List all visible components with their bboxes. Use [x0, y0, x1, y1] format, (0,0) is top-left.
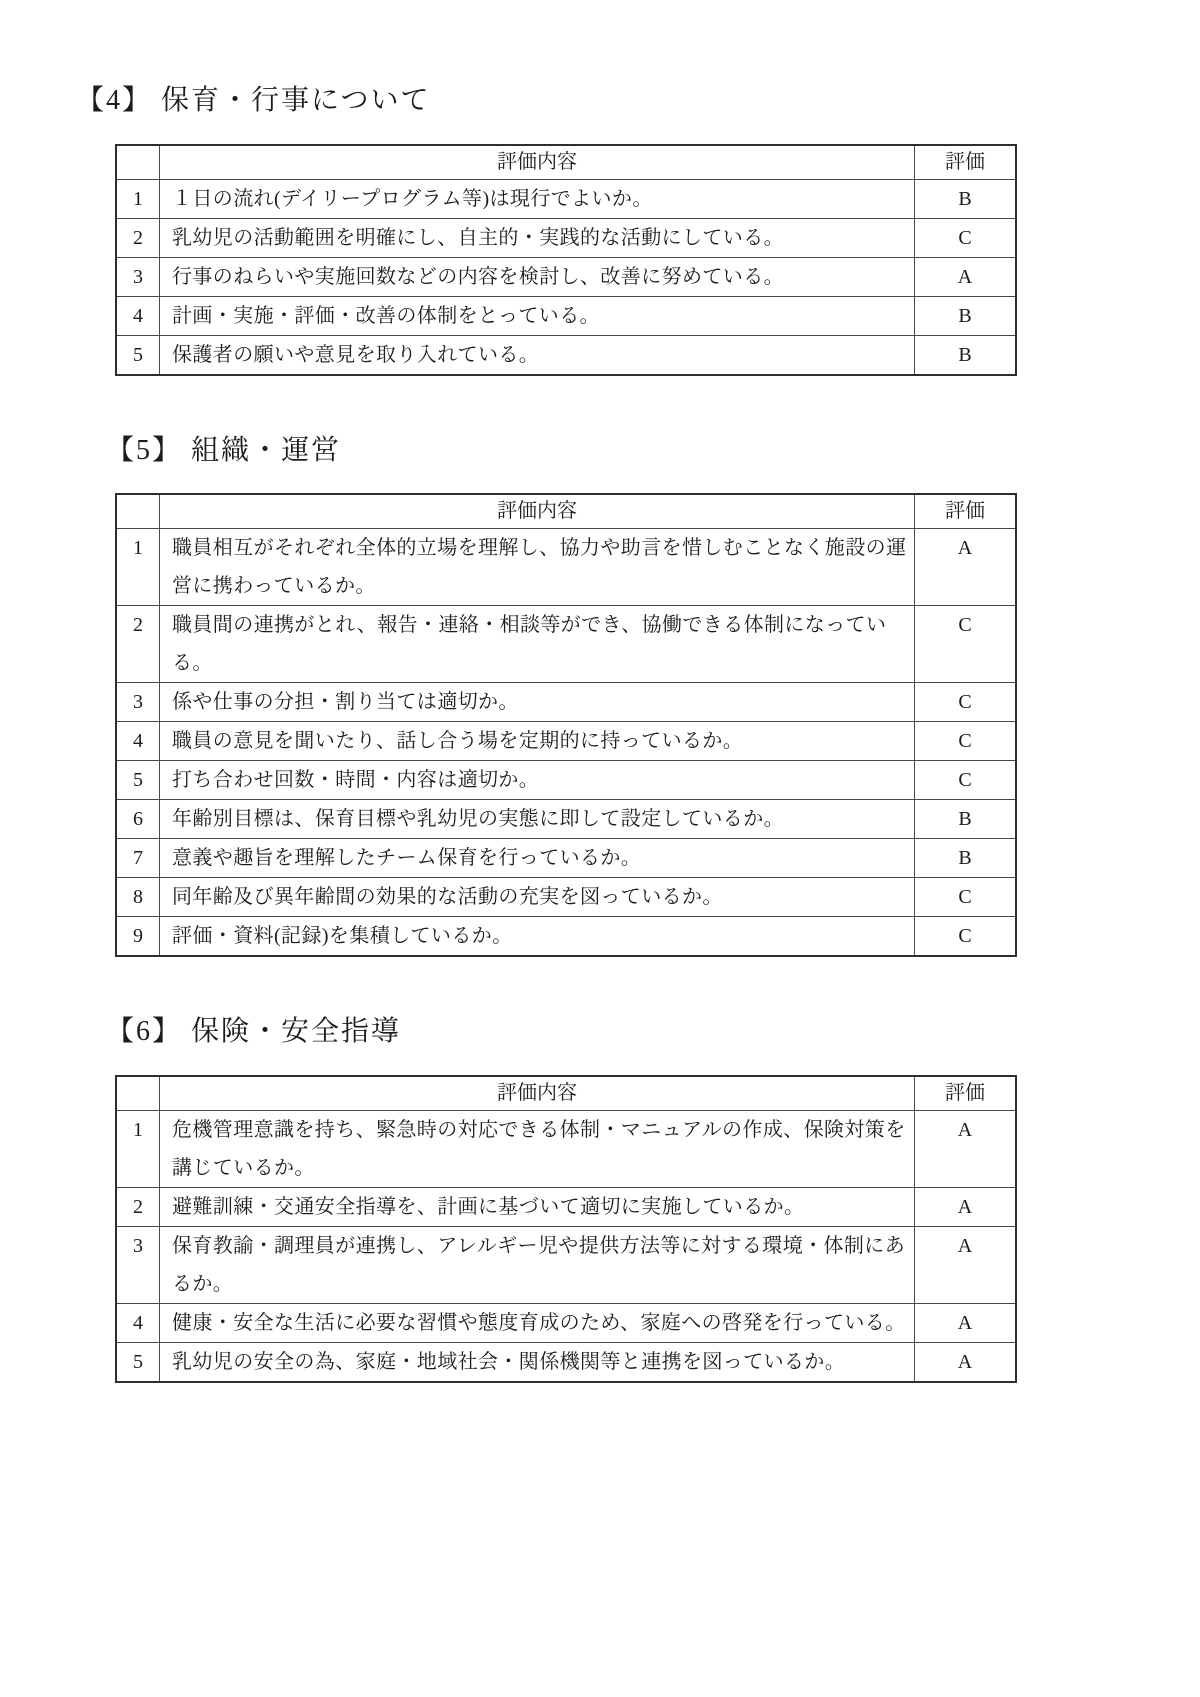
row-number-cell: 5: [116, 335, 160, 375]
row-content-cell: 職員の意見を聞いたり、話し合う場を定期的に持っているか。: [160, 722, 915, 761]
row-number-cell: 4: [116, 1303, 160, 1342]
evaluation-table-4: [115, 144, 1017, 376]
section-title-6: 【6】 保険・安全指導: [106, 1016, 402, 1048]
row-content-cell: 避難訓練・交通安全指導を、計画に基づいて適切に実施しているか。: [160, 1187, 915, 1226]
row-number-cell: 3: [116, 1226, 160, 1303]
row-content-cell: 職員相互がそれぞれ全体的立場を理解し、協力や助言を惜しむことなく施設の運営に携わっているか。: [160, 529, 915, 606]
row-number-cell: 4: [116, 722, 160, 761]
row-grade-cell: C: [915, 683, 1017, 722]
row-number-cell: 3: [116, 257, 160, 296]
row-content-cell: 計画・実施・評価・改善の体制をとっている。: [160, 296, 915, 335]
row-grade-cell: A: [915, 1226, 1017, 1303]
header-content-cell: 評価内容: [160, 1076, 915, 1111]
table-row: [116, 1110, 1016, 1187]
row-content-cell: 同年齢及び異年齢間の効果的な活動の充実を図っているか。: [160, 878, 915, 917]
row-number-cell: 1: [116, 179, 160, 218]
header-grade-cell: 評価: [915, 494, 1017, 529]
evaluation-table-5: [115, 493, 1017, 957]
table-row: [116, 800, 1016, 839]
row-grade-cell: C: [915, 606, 1017, 683]
row-content-cell: 職員間の連携がとれ、報告・連絡・相談等ができ、協働できる体制になっている。: [160, 606, 915, 683]
row-content-cell: 行事のねらいや実施回数などの内容を検討し、改善に努めている。: [160, 257, 915, 296]
table-row: [116, 257, 1016, 296]
row-number-cell: 5: [116, 761, 160, 800]
row-content-cell: 年齢別目標は、保育目標や乳幼児の実態に即して設定しているか。: [160, 800, 915, 839]
row-grade-cell: B: [915, 839, 1017, 878]
table-row: [116, 917, 1016, 957]
row-content-cell: １日の流れ(デイリープログラム等)は現行でよいか。: [160, 179, 915, 218]
table-row: [116, 1303, 1016, 1342]
table-row: [116, 335, 1016, 375]
table-header-row: [116, 145, 1016, 180]
table-row: [116, 839, 1016, 878]
row-grade-cell: C: [915, 218, 1017, 257]
row-number-cell: 8: [116, 878, 160, 917]
row-grade-cell: B: [915, 296, 1017, 335]
section-title-4: 【4】 保育・行事について: [76, 85, 431, 116]
table-row: [116, 878, 1016, 917]
row-grade-cell: A: [915, 529, 1017, 606]
row-content-cell: 乳幼児の安全の為、家庭・地域社会・関係機関等と連携を図っているか。: [160, 1342, 915, 1382]
table-row: [116, 529, 1016, 606]
row-content-cell: 健康・安全な生活に必要な習慣や態度育成のため、家庭への啓発を行っている。: [160, 1303, 915, 1342]
table-row: [116, 722, 1016, 761]
header-grade-cell: 評価: [915, 1076, 1017, 1111]
row-number-cell: 1: [116, 529, 160, 606]
table-row: [116, 296, 1016, 335]
header-content-cell: 評価内容: [160, 494, 915, 529]
table-row: [116, 761, 1016, 800]
row-number-cell: 2: [116, 218, 160, 257]
row-number-cell: 1: [116, 1110, 160, 1187]
row-grade-cell: A: [915, 1187, 1017, 1226]
row-grade-cell: B: [915, 179, 1017, 218]
header-number-cell: [116, 145, 160, 180]
row-content-cell: 保育教諭・調理員が連携し、アレルギー児や提供方法等に対する環境・体制にあるか。: [160, 1226, 915, 1303]
row-grade-cell: C: [915, 722, 1017, 761]
row-number-cell: 5: [116, 1342, 160, 1382]
row-number-cell: 2: [116, 606, 160, 683]
row-grade-cell: B: [915, 800, 1017, 839]
row-grade-cell: C: [915, 761, 1017, 800]
row-content-cell: 評価・資料(記録)を集積しているか。: [160, 917, 915, 957]
row-grade-cell: C: [915, 878, 1017, 917]
row-number-cell: 9: [116, 917, 160, 957]
row-content-cell: 乳幼児の活動範囲を明確にし、自主的・実践的な活動にしている。: [160, 218, 915, 257]
table-row: [116, 1187, 1016, 1226]
row-content-cell: 危機管理意識を持ち、緊急時の対応できる体制・マニュアルの作成、保険対策を講じているか。: [160, 1110, 915, 1187]
table-row: [116, 606, 1016, 683]
row-number-cell: 4: [116, 296, 160, 335]
table-header-row: [116, 494, 1016, 529]
table-row: [116, 1342, 1016, 1382]
header-number-cell: [116, 494, 160, 529]
section-title-5: 【5】 組織・運営: [106, 434, 342, 466]
row-content-cell: 保護者の願いや意見を取り入れている。: [160, 335, 915, 375]
table-row: [116, 683, 1016, 722]
row-content-cell: 係や仕事の分担・割り当ては適切か。: [160, 683, 915, 722]
row-number-cell: 3: [116, 683, 160, 722]
table-row: [116, 179, 1016, 218]
header-content-cell: 評価内容: [160, 145, 915, 180]
row-grade-cell: B: [915, 335, 1017, 375]
row-content-cell: 意義や趣旨を理解したチーム保育を行っているか。: [160, 839, 915, 878]
header-grade-cell: 評価: [915, 145, 1017, 180]
table-row: [116, 1226, 1016, 1303]
table-row: [116, 218, 1016, 257]
row-content-cell: 打ち合わせ回数・時間・内容は適切か。: [160, 761, 915, 800]
row-grade-cell: A: [915, 257, 1017, 296]
evaluation-table-6: [115, 1075, 1017, 1383]
table-header-row: [116, 1076, 1016, 1111]
row-number-cell: 6: [116, 800, 160, 839]
row-number-cell: 2: [116, 1187, 160, 1226]
row-grade-cell: A: [915, 1110, 1017, 1187]
header-number-cell: [116, 1076, 160, 1111]
row-grade-cell: A: [915, 1342, 1017, 1382]
row-number-cell: 7: [116, 839, 160, 878]
row-grade-cell: C: [915, 917, 1017, 957]
row-grade-cell: A: [915, 1303, 1017, 1342]
